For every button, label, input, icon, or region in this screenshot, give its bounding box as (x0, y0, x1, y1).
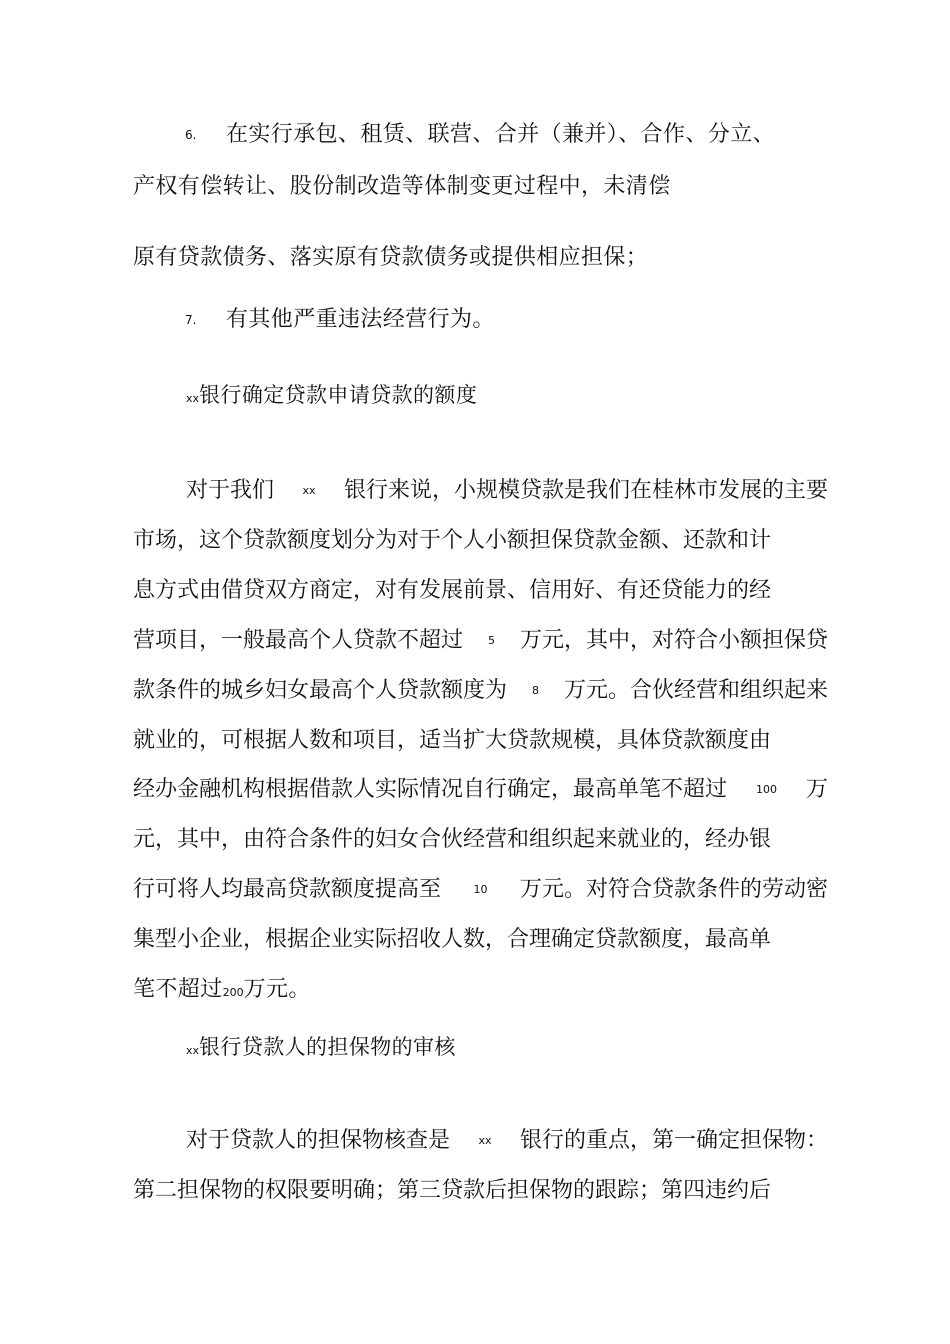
paragraph-line (133, 875, 828, 905)
text-span: 银行来说，小规模贷款是我们在桂林市发展的主要 (343, 478, 828, 503)
item-6-line-3: 原有贷款债务、落实原有贷款债务或提供相应担保； (133, 245, 649, 270)
text-span: 款条件的城乡妇女最高个人贷款额度为 (133, 678, 508, 703)
text-span: 第二担保物的权限要明确；第三贷款后担保物的跟踪；第四违约后 (133, 1178, 772, 1203)
text-span: 万元。对符合贷款条件的劳动密 (519, 877, 828, 902)
section-heading-collateral-review (186, 1032, 456, 1066)
text-span: 万元。 (243, 977, 311, 1002)
heading-bank-prefix: xx (186, 1044, 200, 1057)
text-span: 万元，其中，对符合小额担保贷 (519, 628, 828, 653)
text-span: 对于我们 (186, 478, 275, 503)
number-span: 8 (532, 684, 539, 697)
paragraph-line (133, 576, 828, 606)
bank-placeholder: xx (302, 484, 316, 497)
text-span: 元，其中，由符合条件的妇女合伙经营和组织起来就业的，经办银 (133, 827, 772, 852)
paragraph-line (133, 526, 828, 556)
paragraph-line (133, 825, 828, 855)
item-6-number: 6. (185, 128, 197, 142)
text-span: 营项目，一般最高个人贷款不超过 (133, 628, 464, 653)
paragraph-line (186, 476, 828, 506)
text-span: 对于贷款人的担保物核查是 (186, 1128, 451, 1153)
text-span: 市场，这个贷款额度划分为对于个人小额担保贷款金额、还款和计 (133, 528, 772, 553)
heading-text: 银行确定贷款申请贷款的额度 (199, 383, 478, 407)
text-span: 就业的，可根据人数和项目，适当扩大贷款规模，具体贷款额度由 (133, 728, 772, 753)
paragraph-line (133, 1176, 828, 1206)
paragraph-line-last (133, 975, 311, 1008)
number-span: 10 (473, 883, 488, 896)
bank-placeholder: xx (478, 1134, 492, 1147)
text-span: 集型小企业，根据企业实际招收人数，合理确定贷款额度，最高单 (133, 927, 772, 952)
text-span: 万 (805, 777, 828, 802)
text-span: 银行的重点，第一确定担保物： (519, 1128, 828, 1153)
number-span: 100 (756, 783, 777, 796)
paragraph-line (133, 676, 828, 706)
paragraph-line (186, 1126, 828, 1156)
paragraph-line (133, 626, 828, 656)
text-span: 笔不超过 (133, 977, 223, 1002)
section-heading-loan-amount (186, 380, 477, 414)
text-span: 行可将人均最高贷款额度提高至 (133, 877, 442, 902)
paragraph-line (133, 925, 828, 955)
item-7-text: 有其他严重违法经营行为。 (226, 307, 495, 332)
text-span: 经办金融机构根据借款人实际情况自行确定，最高单笔不超过 (133, 777, 728, 802)
paragraph-line (133, 726, 828, 756)
text-span: 万元。合伙经营和组织起来 (563, 678, 828, 703)
heading-bank-prefix: xx (186, 392, 200, 405)
paragraph-line (133, 775, 828, 805)
item-6-line-2: 产权有偿转让、股份制改造等体制变更过程中，未清偿 (133, 174, 671, 199)
text-span: 息方式由借贷双方商定，对有发展前景、信用好、有还贷能力的经 (133, 578, 772, 603)
number-span: 5 (488, 634, 495, 647)
number-span: 200 (222, 986, 244, 999)
item-7-number: 7. (185, 313, 197, 327)
item-6-line-1: 在实行承包、租赁、联营、合并（兼并）、合作、分立、 (226, 122, 776, 147)
heading-text: 银行贷款人的担保物的审核 (199, 1035, 456, 1059)
